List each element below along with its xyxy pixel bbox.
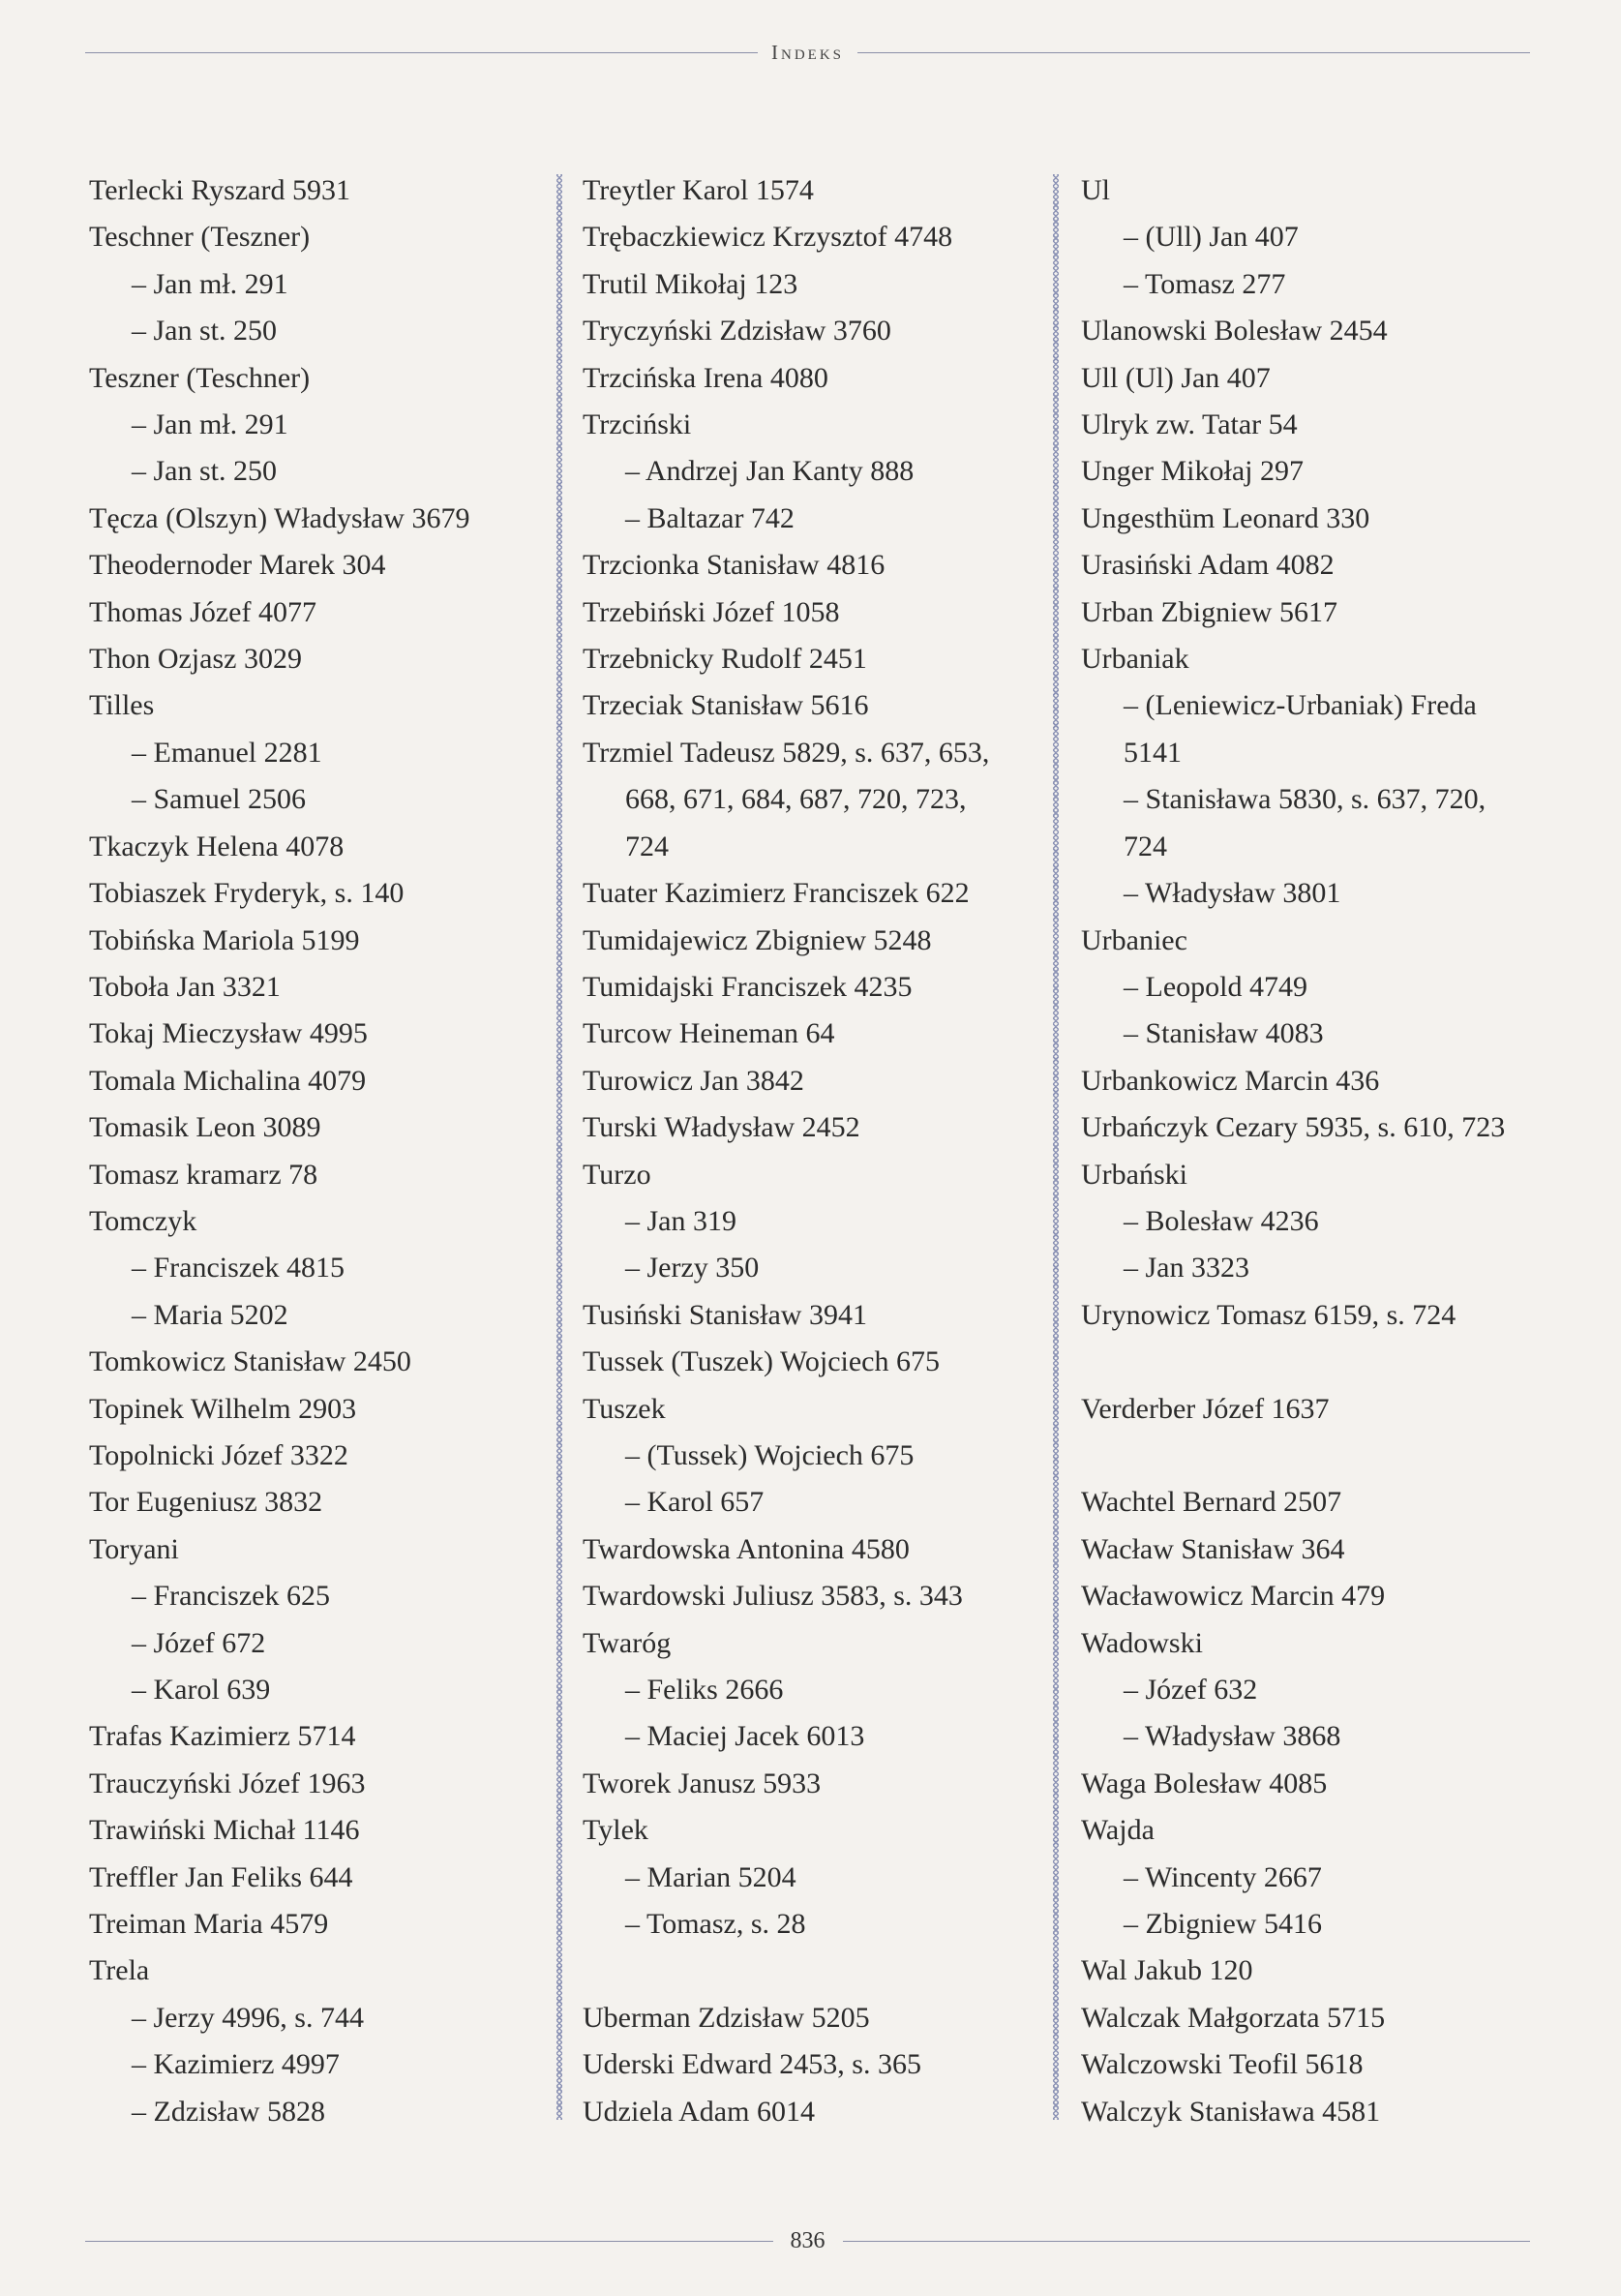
index-subentry: – Stanisława 5830, s. 637, 720, bbox=[1124, 783, 1486, 816]
index-entry: Twaróg bbox=[583, 1626, 672, 1659]
index-entry: Trzciński bbox=[583, 408, 692, 441]
index-entry: Treffler Jan Feliks 644 bbox=[89, 1860, 353, 1893]
index-entry: Tuater Kazimierz Franciszek 622 bbox=[583, 877, 970, 910]
index-subentry: – Jan mł. 291 bbox=[132, 267, 288, 300]
index-entry: Treytler Karol 1574 bbox=[583, 174, 814, 206]
index-entry: Toryani bbox=[89, 1532, 179, 1565]
index-subentry: – Jan st. 250 bbox=[132, 455, 277, 488]
index-subentry: – Władysław 3801 bbox=[1124, 877, 1341, 910]
index-subentry: – Jan 319 bbox=[625, 1204, 736, 1237]
index-subentry: – Samuel 2506 bbox=[132, 783, 306, 816]
index-entry: Turski Władysław 2452 bbox=[583, 1111, 860, 1144]
index-entry: Unger Mikołaj 297 bbox=[1081, 455, 1304, 488]
index-entry: Theodernoder Marek 304 bbox=[89, 549, 386, 582]
page-number: 836 bbox=[790, 2227, 826, 2253]
index-subentry: 5141 bbox=[1124, 736, 1182, 769]
index-entry: Turzo bbox=[583, 1158, 651, 1191]
index-entry: Wacław Stanisław 364 bbox=[1081, 1532, 1345, 1565]
index-entry: Trawiński Michał 1146 bbox=[89, 1814, 360, 1847]
index-subentry: – Jan 3323 bbox=[1124, 1252, 1249, 1284]
index-subentry: – (Ull) Jan 407 bbox=[1124, 221, 1299, 254]
index-entry: Wachtel Bernard 2507 bbox=[1081, 1486, 1342, 1519]
index-entry: Turowicz Jan 3842 bbox=[583, 1064, 804, 1097]
index-entry: Tilles bbox=[89, 689, 155, 722]
letter-gap bbox=[1081, 1433, 1546, 1479]
index-entry: Walczyk Stanisława 4581 bbox=[1081, 2095, 1381, 2128]
index-subentry: 724 bbox=[1124, 830, 1167, 862]
index-entry: Tkaczyk Helena 4078 bbox=[89, 830, 345, 862]
index-subentry: – (Tussek) Wojciech 675 bbox=[625, 1438, 915, 1471]
footer-rule-right bbox=[843, 2241, 1531, 2242]
index-subentry: – Władysław 3868 bbox=[1124, 1720, 1341, 1753]
index-subentry: – Karol 657 bbox=[625, 1486, 765, 1519]
page-header bbox=[85, 37, 1530, 68]
index-entry: Ull (Ul) Jan 407 bbox=[1081, 361, 1271, 394]
index-entry: Trafas Kazimierz 5714 bbox=[89, 1720, 356, 1753]
index-entry: Verderber Józef 1637 bbox=[1081, 1392, 1330, 1425]
index-entry: Terlecki Ryszard 5931 bbox=[89, 174, 350, 206]
index-entry: Tworek Janusz 5933 bbox=[583, 1767, 822, 1799]
index-subentry: – Andrzej Jan Kanty 888 bbox=[625, 455, 915, 488]
header-rule-right bbox=[857, 52, 1530, 53]
index-entry: Urban Zbigniew 5617 bbox=[1081, 595, 1337, 628]
index-entry: Ul bbox=[1081, 174, 1110, 206]
index-entry: Urbańczyk Cezary 5935, s. 610, 723 bbox=[1081, 1111, 1506, 1144]
index-subentry: – Stanisław 4083 bbox=[1124, 1017, 1324, 1050]
index-entry: Trela bbox=[89, 1954, 150, 1987]
index-subentry: – Karol 639 bbox=[132, 1674, 271, 1706]
index-entry: Trzcińska Irena 4080 bbox=[583, 361, 828, 394]
index-entry: Uberman Zdzisław 5205 bbox=[583, 2001, 870, 2034]
index-subentry: – Jan st. 250 bbox=[132, 315, 277, 347]
letter-gap bbox=[583, 1948, 1037, 1994]
index-subentry: – Wincenty 2667 bbox=[1124, 1860, 1322, 1893]
index-entry: Teszner (Teschner) bbox=[89, 361, 311, 394]
index-subentry: – Leopold 4749 bbox=[1124, 970, 1307, 1003]
index-entry: Trzebnicky Rudolf 2451 bbox=[583, 643, 867, 676]
index-entry: Trauczyński Józef 1963 bbox=[89, 1767, 366, 1799]
index-entry: Urynowicz Tomasz 6159, s. 724 bbox=[1081, 1298, 1456, 1331]
index-entry: Urbankowicz Marcin 436 bbox=[1081, 1064, 1380, 1097]
index-subentry: – Józef 632 bbox=[1124, 1673, 1258, 1706]
index-entry: Twardowski Juliusz 3583, s. 343 bbox=[583, 1580, 963, 1613]
letter-gap bbox=[1081, 1339, 1546, 1385]
running-title: Indeks bbox=[771, 40, 844, 64]
index-subentry: – Zdzisław 5828 bbox=[132, 2095, 325, 2128]
index-subentry: – Tomasz, s. 28 bbox=[625, 1908, 806, 1941]
index-entry: Trębaczkiewicz Krzysztof 4748 bbox=[583, 221, 953, 254]
footer-rule-left bbox=[85, 2241, 773, 2242]
index-entry: Urbaniec bbox=[1081, 923, 1187, 956]
index-entry: Teschner (Teszner) bbox=[89, 221, 311, 254]
index-entry: Wacławowicz Marcin 479 bbox=[1081, 1580, 1386, 1613]
index-entry: Tuszek bbox=[583, 1392, 666, 1425]
index-entry: Tęcza (Olszyn) Władysław 3679 bbox=[89, 501, 470, 534]
index-entry: Tomasik Leon 3089 bbox=[89, 1111, 321, 1144]
index-entry: Urbaniak bbox=[1081, 643, 1189, 676]
index-entry: Urasiński Adam 4082 bbox=[1081, 549, 1335, 582]
index-entry: Tokaj Mieczysław 4995 bbox=[89, 1017, 368, 1050]
index-subentry: – Maciej Jacek 6013 bbox=[625, 1720, 865, 1753]
index-subentry: – Tomasz 277 bbox=[1124, 267, 1286, 300]
index-entry: Tryczyński Zdzisław 3760 bbox=[583, 315, 891, 347]
index-subentry: – Emanuel 2281 bbox=[132, 736, 322, 769]
index-entry: Tobińska Mariola 5199 bbox=[89, 923, 360, 956]
index-subentry: – (Leniewicz-Urbaniak) Freda bbox=[1124, 689, 1477, 722]
index-subentry: – Jerzy 4996, s. 744 bbox=[132, 2001, 364, 2034]
index-entry: Tomala Michalina 4079 bbox=[89, 1064, 367, 1097]
index-entry: Ungesthüm Leonard 330 bbox=[1081, 501, 1370, 534]
index-subentry: 724 bbox=[625, 830, 669, 862]
index-entry: Trzcionka Stanisław 4816 bbox=[583, 549, 886, 582]
index-entry: Tussek (Tuszek) Wojciech 675 bbox=[583, 1345, 940, 1378]
index-subentry: – Jan mł. 291 bbox=[132, 408, 288, 441]
index-entry: Trzeciak Stanisław 5616 bbox=[583, 689, 869, 722]
index-entry: Tusiński Stanisław 3941 bbox=[583, 1298, 867, 1331]
header-rule-left bbox=[85, 52, 758, 53]
index-subentry: 668, 671, 684, 687, 720, 723, bbox=[625, 783, 967, 816]
index-entry: Topinek Wilhelm 2903 bbox=[89, 1392, 357, 1425]
index-subentry: – Feliks 2666 bbox=[625, 1674, 784, 1706]
column-separator bbox=[556, 174, 562, 2120]
index-entry: Waga Bolesław 4085 bbox=[1081, 1767, 1328, 1799]
index-entry: Tor Eugeniusz 3832 bbox=[89, 1486, 323, 1519]
index-entry: Topolnicki Józef 3322 bbox=[89, 1438, 348, 1471]
index-entry: Walczak Małgorzata 5715 bbox=[1081, 2001, 1386, 2034]
index-entry: Urbański bbox=[1081, 1158, 1187, 1191]
index-entry: Tumidajski Franciszek 4235 bbox=[583, 970, 913, 1003]
index-column-2 bbox=[583, 167, 1037, 2135]
index-entry: Twardowska Antonina 4580 bbox=[583, 1532, 910, 1565]
index-entry: Tylek bbox=[583, 1814, 648, 1847]
index-entry: Ulryk zw. Tatar 54 bbox=[1081, 408, 1298, 441]
index-subentry: – Maria 5202 bbox=[132, 1298, 288, 1331]
index-subentry: – Zbigniew 5416 bbox=[1124, 1908, 1322, 1940]
index-entry: Tumidajewicz Zbigniew 5248 bbox=[583, 923, 932, 956]
index-entry: Ulanowski Bolesław 2454 bbox=[1081, 315, 1388, 347]
index-entry: Trzmiel Tadeusz 5829, s. 637, 653, bbox=[583, 736, 990, 769]
index-entry: Udziela Adam 6014 bbox=[583, 2095, 815, 2128]
index-subentry: – Bolesław 4236 bbox=[1124, 1204, 1319, 1237]
index-subentry: – Józef 672 bbox=[132, 1626, 266, 1659]
index-subentry: – Jerzy 350 bbox=[625, 1252, 760, 1284]
index-column-1 bbox=[89, 167, 544, 2135]
index-entry: Tomkowicz Stanisław 2450 bbox=[89, 1345, 411, 1378]
index-entry: Wal Jakub 120 bbox=[1081, 1954, 1253, 1987]
index-entry: Turcow Heineman 64 bbox=[583, 1017, 835, 1050]
index-entry: Treiman Maria 4579 bbox=[89, 1908, 329, 1941]
column-separator bbox=[1053, 174, 1059, 2120]
index-subentry: – Marian 5204 bbox=[625, 1860, 796, 1893]
index-subentry: – Franciszek 625 bbox=[132, 1580, 330, 1613]
index-entry: Trutil Mikołaj 123 bbox=[583, 267, 798, 300]
index-entry: Wajda bbox=[1081, 1814, 1155, 1847]
index-entry: Walczowski Teofil 5618 bbox=[1081, 2048, 1364, 2081]
index-subentry: – Franciszek 4815 bbox=[132, 1252, 345, 1284]
index-entry: Tomczyk bbox=[89, 1204, 197, 1237]
index-subentry: – Baltazar 742 bbox=[625, 501, 795, 534]
index-entry: Trzebiński Józef 1058 bbox=[583, 595, 840, 628]
index-subentry: – Kazimierz 4997 bbox=[132, 2048, 340, 2081]
index-entry: Uderski Edward 2453, s. 365 bbox=[583, 2048, 921, 2081]
page-footer bbox=[85, 2226, 1530, 2255]
index-entry: Tobiaszek Fryderyk, s. 140 bbox=[89, 877, 405, 910]
index-entry: Toboła Jan 3321 bbox=[89, 970, 281, 1003]
index-entry: Thomas Józef 4077 bbox=[89, 595, 316, 628]
index-entry: Wadowski bbox=[1081, 1626, 1203, 1659]
index-entry: Thon Ozjasz 3029 bbox=[89, 643, 302, 676]
index-column-3 bbox=[1081, 167, 1546, 2135]
index-entry: Tomasz kramarz 78 bbox=[89, 1158, 318, 1191]
